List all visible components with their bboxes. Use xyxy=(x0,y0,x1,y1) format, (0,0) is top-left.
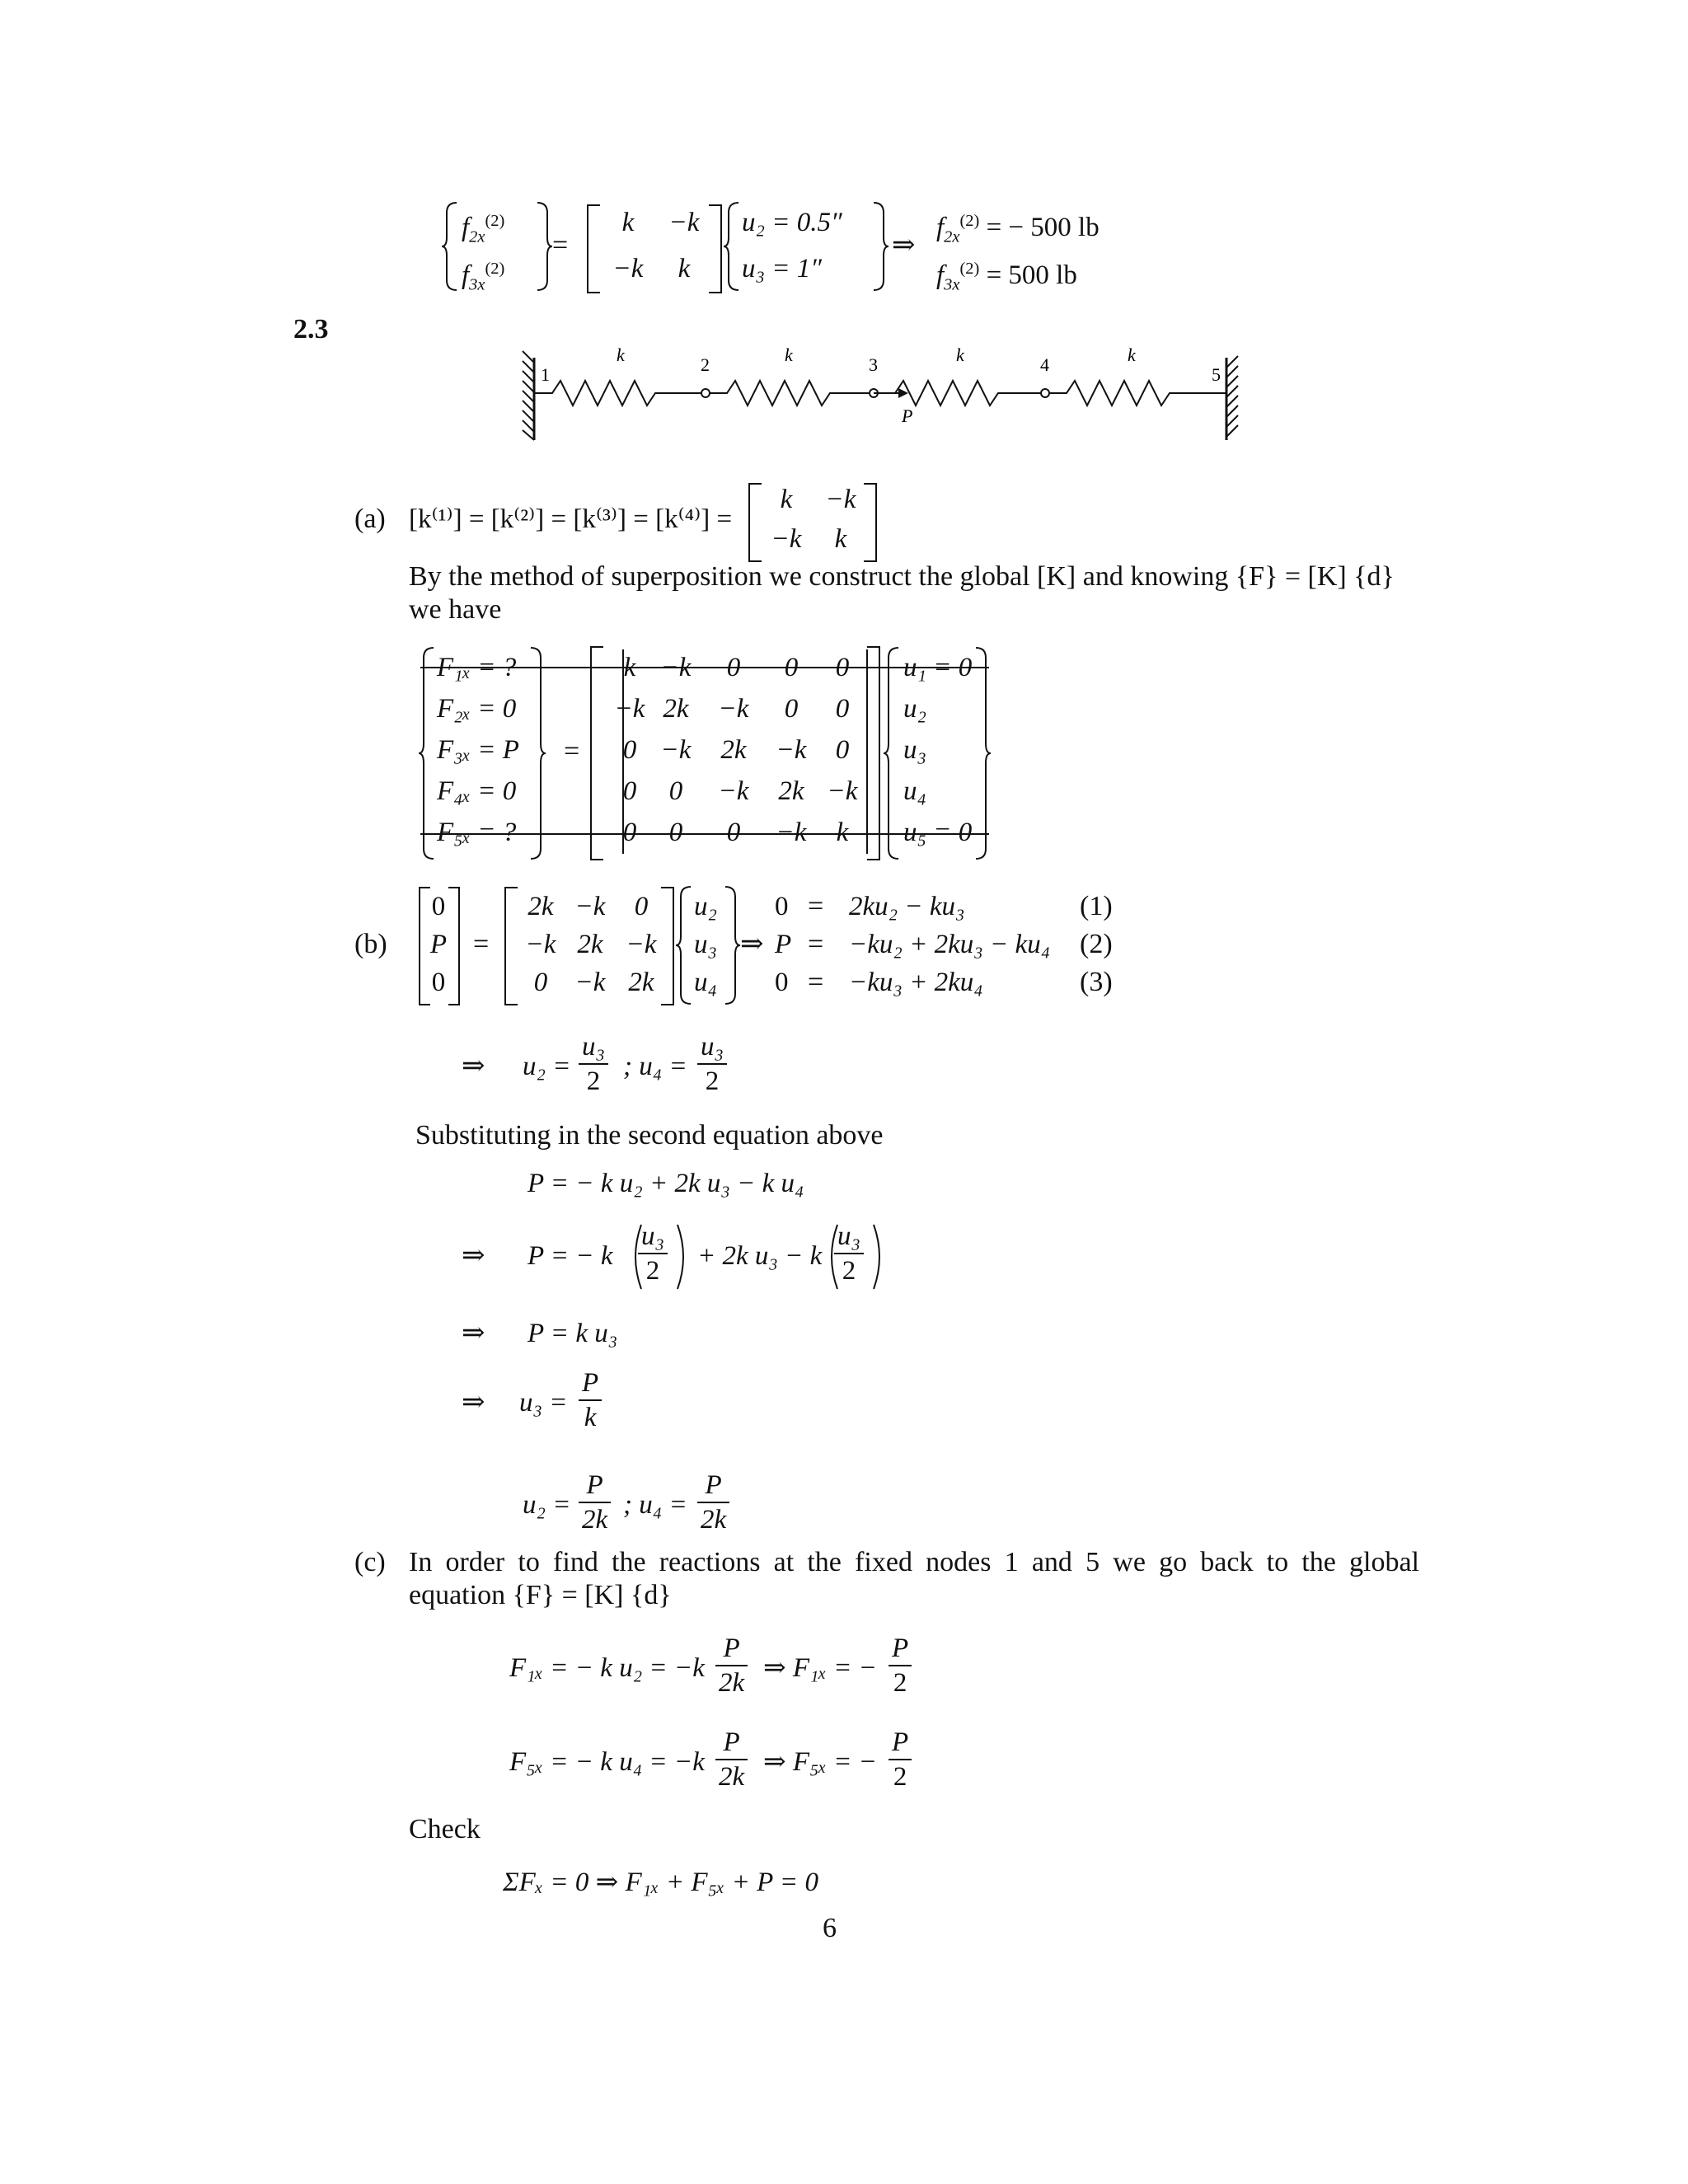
lhs-right-bracket xyxy=(448,887,460,1005)
u4-label: ; u₄ = xyxy=(623,1490,687,1520)
global-matrix-cell: 2k xyxy=(663,694,689,724)
disp-entry: u₄ xyxy=(903,776,926,806)
p-equation: P = − k u₂ + 2k u₃ − k u₄ xyxy=(528,1169,804,1198)
f3x-result: $f_{3x}^{(2)} = 500$ lb xyxy=(936,260,1077,294)
lhs-entry: 0 xyxy=(431,892,446,921)
global-matrix-cell: −k xyxy=(660,653,692,682)
superposition-text-2: we have xyxy=(409,594,502,625)
equation-number: (2) xyxy=(1080,929,1113,959)
fraction: $\frac{P}{2k}$ xyxy=(697,1469,729,1536)
node-label: 3 xyxy=(869,354,878,375)
global-matrix-cell: 0 xyxy=(784,694,799,724)
disp-entry: u₁ = 0 xyxy=(903,653,973,682)
load-label: P xyxy=(902,405,913,426)
f5x-equation: F₅ₓ = − k u₄ = −k xyxy=(509,1747,705,1777)
disp-left-brace xyxy=(722,201,742,292)
spring-system-figure xyxy=(511,340,1253,447)
global-matrix-cell: 0 xyxy=(668,776,683,806)
global-matrix-cell: 0 xyxy=(835,694,850,724)
disp-entry: u₃ xyxy=(903,735,926,765)
f5x-result: ⇒ F₅ₓ = − xyxy=(763,1747,877,1777)
right-brace xyxy=(534,201,554,292)
f1x-result: ⇒ F₁ₓ = − xyxy=(763,1653,877,1683)
element-matrix-cell: k xyxy=(780,485,793,514)
implies-arrow: ⇒ xyxy=(462,1051,485,1081)
global-matrix-cell: −k xyxy=(614,694,645,724)
equals-sign: = xyxy=(552,230,569,260)
implies-arrow: ⇒ xyxy=(462,1240,485,1271)
reduced-disp-left-brace xyxy=(674,885,694,1005)
reduced-disp-entry: u₂ xyxy=(694,892,717,921)
element-stiffness-equation: [k⁽¹⁾] = [k⁽²⁾] = [k⁽³⁾] = [k⁽⁴⁾] = xyxy=(409,504,733,534)
global-matrix-cell: k xyxy=(623,653,636,682)
equals-sign: = xyxy=(473,929,490,959)
reduced-matrix-cell: −k xyxy=(574,892,606,921)
spring-label: k xyxy=(785,344,793,365)
boundary-condition-strikes xyxy=(412,646,1006,860)
force-entry: F₁ₓ = ? xyxy=(437,653,517,682)
fraction: $\frac{\text{u₃}}{2}$ xyxy=(638,1220,668,1287)
global-matrix-cell: 0 xyxy=(622,818,637,847)
equals-sign: = xyxy=(808,967,824,997)
eq-lhs: 0 xyxy=(775,892,789,921)
reduced-matrix-cell: 0 xyxy=(533,968,548,997)
global-matrix-cell: 0 xyxy=(835,735,850,765)
equals-sign: = xyxy=(564,736,580,766)
reduced-matrix-cell: −k xyxy=(525,930,556,959)
implies-arrow: ⇒ xyxy=(740,929,764,959)
node-label: 2 xyxy=(701,354,710,375)
matrix-cell: −k xyxy=(612,254,644,284)
reduced-matrix-cell: 0 xyxy=(634,892,649,921)
u3-value: u₃ = 1″ xyxy=(742,254,822,284)
reduced-matrix-cell: 2k xyxy=(528,892,554,921)
eq-lhs: P xyxy=(775,930,792,959)
implies-arrow: ⇒ xyxy=(462,1387,485,1418)
global-matrix-cell: 0 xyxy=(726,818,741,847)
global-matrix-cell: 0 xyxy=(784,653,799,682)
right-paren xyxy=(870,1223,887,1291)
check-label: Check xyxy=(409,1814,481,1844)
element-matrix-left-bracket xyxy=(748,483,762,562)
f3x-symbol: $f_{3x}^{(2)}$ xyxy=(462,260,505,294)
node-label: 1 xyxy=(541,364,550,385)
p-equation-substituted-2: + 2k u₃ − k xyxy=(697,1241,823,1271)
matrix-cell: k xyxy=(678,254,691,284)
equals-sign: = xyxy=(808,929,824,959)
f2x-symbol: $f_{2x}^{(2)}$ xyxy=(462,212,505,246)
fraction: $\frac{P}{2}$ xyxy=(889,1632,912,1699)
lhs-entry: P xyxy=(429,930,448,959)
element-matrix-cell: −k xyxy=(825,485,856,514)
reactions-text: In order to find the reactions at the fixed nodes 1 and 5 we go back to the global xyxy=(409,1547,1419,1577)
u2-label: u₂ = xyxy=(523,1490,571,1520)
global-matrix-cell: −k xyxy=(776,818,807,847)
matrix-cell: k xyxy=(621,208,635,237)
spring-label: k xyxy=(617,344,625,365)
global-matrix-cell: −k xyxy=(776,735,807,765)
lhs-entry: 0 xyxy=(431,968,446,997)
reduced-matrix-cell: 2k xyxy=(577,930,603,959)
left-brace xyxy=(440,201,460,292)
global-matrix-cell: −k xyxy=(718,694,749,724)
matrix-left-bracket xyxy=(587,204,600,293)
fraction: $\frac{\text{u₃}}{2}$ xyxy=(579,1030,608,1098)
force-entry: F₃ₓ = P xyxy=(437,735,519,765)
global-matrix-cell: 2k xyxy=(778,776,804,806)
spring-label: k xyxy=(956,344,964,365)
global-matrix-cell: −k xyxy=(660,735,692,765)
u4-label: ; u₄ = xyxy=(623,1052,687,1081)
force-entry: F₄ₓ = 0 xyxy=(437,776,517,806)
substituting-text: Substituting in the second equation above xyxy=(415,1120,884,1151)
part-b-label: (b) xyxy=(354,929,387,959)
reduced-disp-right-brace xyxy=(722,885,742,1005)
reduced-matrix-cell: −k xyxy=(574,968,606,997)
disp-entry: u₂ xyxy=(903,694,926,724)
equals-sign: = xyxy=(808,891,824,921)
node-label: 5 xyxy=(1212,364,1221,385)
global-matrix-cell: −k xyxy=(718,776,749,806)
part-c-label: (c) xyxy=(354,1547,386,1577)
force-entry: F₂ₓ = 0 xyxy=(437,694,517,724)
global-matrix-cell: 0 xyxy=(835,653,850,682)
element-matrix-cell: −k xyxy=(771,524,802,554)
reactions-text-2: equation {F} = [K] {d} xyxy=(409,1580,672,1610)
spring-label: k xyxy=(1128,344,1136,365)
global-matrix-cell: 0 xyxy=(726,653,741,682)
fraction: $\frac{P}{2k}$ xyxy=(715,1726,748,1793)
disp-right-brace xyxy=(870,201,890,292)
right-paren xyxy=(674,1223,691,1291)
eq-rhs: −ku₂ + 2ku₃ − ku₄ xyxy=(849,930,1051,959)
u2-value: u₂ = 0.5″ xyxy=(742,208,842,237)
u3-label: u₃ = xyxy=(519,1388,568,1418)
element-matrix-right-bracket xyxy=(864,483,877,562)
global-matrix-cell: 0 xyxy=(622,776,637,806)
p-equation-substituted: P = − k xyxy=(528,1241,613,1271)
global-matrix-cell: 0 xyxy=(668,818,683,847)
disp-entry: u₅ = 0 xyxy=(903,818,973,847)
reduced-disp-entry: u₄ xyxy=(694,968,717,997)
element-matrix-cell: k xyxy=(834,524,847,554)
u2-label: u₂ = xyxy=(523,1052,571,1081)
global-matrix-cell: k xyxy=(836,818,849,847)
f1x-equation: F₁ₓ = − k u₂ = −k xyxy=(509,1653,705,1683)
reduced-disp-entry: u₃ xyxy=(694,930,717,959)
reduced-matrix-left-bracket xyxy=(504,887,518,1005)
page-number: 6 xyxy=(823,1913,837,1943)
fraction: $\frac{P}{2}$ xyxy=(889,1726,912,1793)
reduced-matrix-cell: 2k xyxy=(628,968,654,997)
eq-lhs: 0 xyxy=(775,968,789,997)
node-label: 4 xyxy=(1040,354,1049,375)
fraction: $\frac{P}{2k}$ xyxy=(579,1469,611,1536)
superposition-text: By the method of superposition we construct the global [K] and knowing {F} = [K] {d} xyxy=(409,561,1395,592)
fraction: $\frac{P}{k}$ xyxy=(579,1366,602,1434)
global-matrix-cell: 0 xyxy=(622,735,637,765)
eq-rhs: −ku₃ + 2ku₄ xyxy=(849,968,983,997)
matrix-cell: −k xyxy=(668,208,700,237)
force-entry: F₅ₓ = ? xyxy=(437,818,517,847)
implies-arrow: ⇒ xyxy=(892,230,916,260)
reduced-matrix-right-bracket xyxy=(661,887,674,1005)
matrix-right-bracket xyxy=(709,204,722,293)
implies-arrow: ⇒ xyxy=(462,1318,485,1348)
problem-number: 2.3 xyxy=(293,314,329,344)
part-a-label: (a) xyxy=(354,504,386,534)
p-equals-ku3: P = k u₃ xyxy=(528,1319,618,1348)
check-equation: ΣFₓ = 0 ⇒ F₁ₓ + F₅ₓ + P = 0 xyxy=(503,1868,818,1897)
fraction: $\frac{\text{u₃}}{2}$ xyxy=(834,1220,864,1287)
fraction: $\frac{P}{2k}$ xyxy=(715,1632,748,1699)
reduced-matrix-cell: −k xyxy=(626,930,657,959)
eq-rhs: 2ku₂ − ku₃ xyxy=(849,892,965,921)
equation-number: (1) xyxy=(1080,891,1113,921)
equation-number: (3) xyxy=(1080,967,1113,997)
fraction: $\frac{\text{u₃}}{2}$ xyxy=(697,1030,727,1098)
global-matrix-cell: −k xyxy=(827,776,858,806)
f2x-result: $f_{2x}^{(2)}$ = − 500 lb xyxy=(936,212,1100,246)
global-matrix-cell: 2k xyxy=(720,735,747,765)
